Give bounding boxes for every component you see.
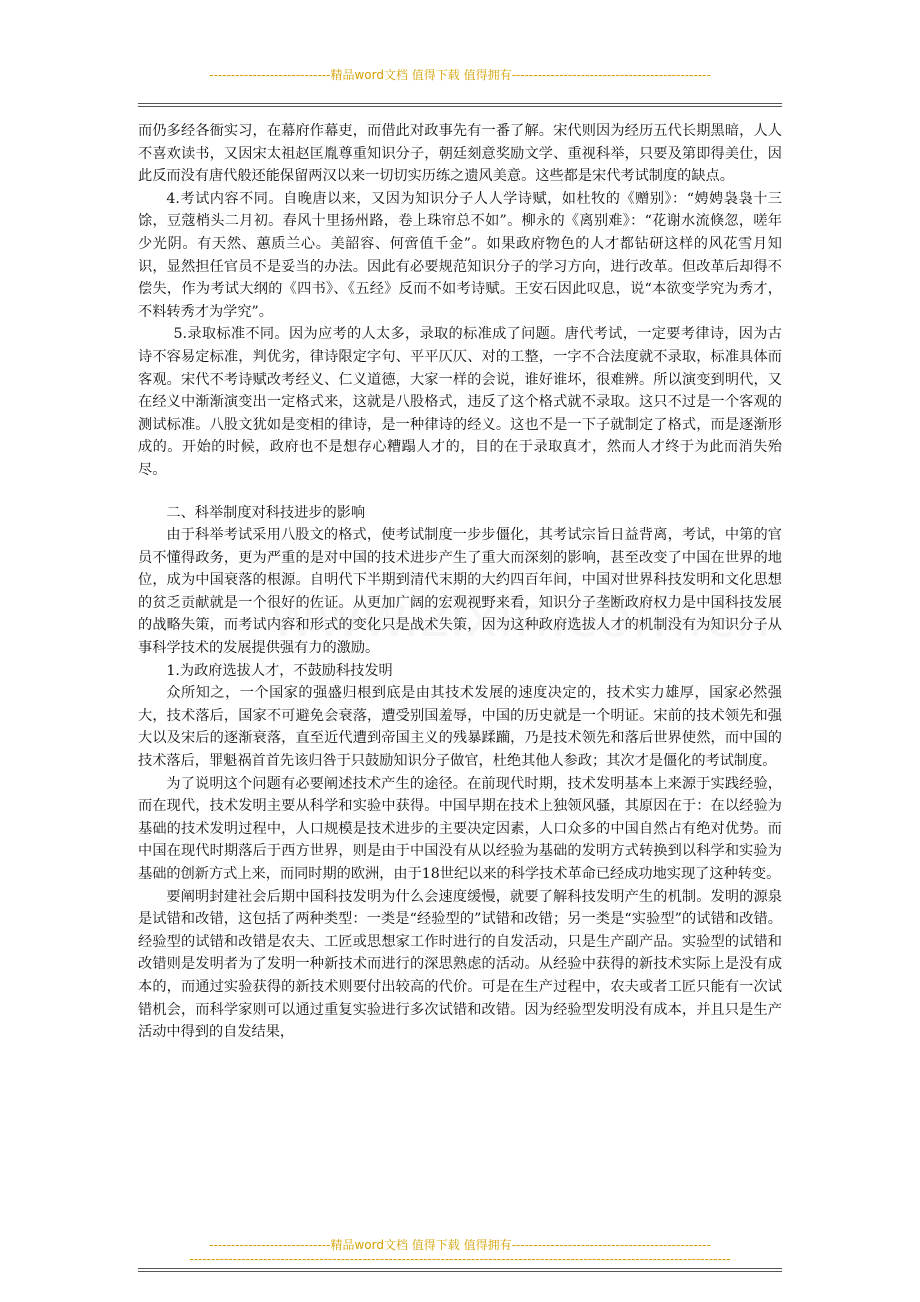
header-rule [138,103,782,104]
paragraph: 众所知之，一个国家的强盛归根到底是由其技术发展的速度决定的，技术实力雄厚，国家必然强大，技术落后，国家不可避免会衰落，遭受别国羞辱，中国的历史就是一个明证。宋前的技术领先和强大以及宋后的逐渐衰落，直至近代遭到帝国主义的残暴蹂躏，乃是技术领先和落后世界使然，而中国的技术落后，罪魁祸首首先该归咎于只鼓励知识分子做官，杜绝其他人参政；其次才是僵化的考试制度。 [138,685,782,770]
footer-banner: ----------------------------精品word文档 值得下载 值得拥有---------------------------------------------- [209,1238,711,1252]
footer-dashes: ----------------------------------------------------------------------------------------------------------------------------- [189,1252,731,1266]
paragraph: 5.录取标准不同。因为应考的人太多，录取的标准成了问题。唐代考试，一定要考律诗，因为古诗不容易定标准，判优劣，律诗限定字句、平平仄仄、对的工整，一字不合法度就不录取，标准具体而客观。宋代不考诗赋改考经义、仁义道德，大家一样的会说，谁好谁坏，很难辨。所以演变到明代，又在经义中渐渐演变出一定格式来，这就是八股格式，违反了这个格式就不录取。这只不过是一个客观的测试标准。八股文犹如是变相的律诗，是一种律诗的经义。这也不是一下子就制定了格式，而是逐渐形成的。开始的时候，政府也不是想存心糟蹋人才的，目的在于录取真才，然而人才终于为此而消失殆尽。 [138,326,782,478]
section-heading: 二、科举制度对科技进步的影响 [166,504,366,521]
paragraph: 由于科举考试采用八股文的格式，使考试制度一步步僵化，其考试宗旨日益背离，考试，中第的官员不懂得政务，更为严重的是对中国的技术进步产生了重大而深刻的影响，甚至改变了中国在世界的地位，成为中国衰落的根源。自明代下半期到清代末期的大约四百年间，中国对世界科技发明和文化思想的贫乏贡献就是一个很好的佐证。从更加广阔的宏观视野来看，知识分子垄断政府权力是中国科技发展的战略失策，而考试内容和形式的变化只是战术失策，因为这种政府选拔人才的机制没有为知识分子从事科学技术的发展提供强有力的激励。 [138,527,782,657]
footer-rule [138,1268,782,1269]
footer-rule [138,1271,782,1272]
paragraph: 要阐明封建社会后期中国科技发明为什么会速度缓慢，就要了解科技发明产生的机制。发明的源泉是试错和改错，这包括了两种类型：一类是“经验型的”试错和改错；另一类是“实验型”的试错和改错。经验型的试错和改错是农夫、工匠或思想家工作时进行的自发活动，只是生产副产品。实验型的试错和改错则是发明者为了发明一种新技术而进行的深思熟虑的活动。从经验中获得的新技术实际上是没有成本的，而通过实验获得的新技术则要付出较高的代价。可是在生产过程中，农夫或者工匠只能有一次试错机会，而科学家则可以通过重复实验进行多次试错和改错。因为经验型发明没有成本，并且只是生产活动中得到的自发结果， [138,888,782,1041]
paragraph: 为了说明这个问题有必要阐述技术产生的途径。在前现代时期，技术发明基本上来源于实践经验，而在现代，技术发明主要从科学和实验中获得。中国早期在技术上独领风骚，其原因在于：在以经验为基础的技术发明过程中，人口规模是技术进步的主要决定因素，人口众多的中国自然占有绝对优势。而中国在现代时期落后于西方世界，则是由于中国没有从以经验为基础的发明方式转换到以科学和实验为基础的创新方式上来，而同时期的欧洲，由于18世纪以来的科学技术革命已经成功地实现了这种转变。 [138,775,782,882]
header-rule [138,106,782,107]
paragraph: 而仍多经各衙实习，在幕府作幕吏，而借此对政事先有一番了解。宋代则因为经历五代长期黑暗，人人不喜欢读书，又因宋太祖赵匡胤尊重知识分子，朝廷刻意奖励文学、重视科举，只要及第即得美仕，因此反而没有唐代般还能保留两汉以来一切切实历练之遗风美意。这些都是宋代考试制度的缺点。 [138,123,782,185]
subsection-heading: 1.为政府选拔人才，不鼓励科技发明 [166,662,393,679]
paragraph: 4.考试内容不同。自晚唐以来，又因为知识分子人人学诗赋，如杜牧的《赠别》：“娉娉袅袅十三馀，豆蔻梢头二月初。春风十里扬州路，卷上珠帘总不如”。柳永的《离别难》：“花谢水流倏忽，嗟年少光阴。有天然、蕙质兰心。美韶容、何啻值千金”。如果政府物色的人才都钻研这样的风花雪月知识，显然担任官员不是妥当的办法。因此有必要规范知识分子的学习方向，进行改革。但改革后却得不偿失，作为考试大纲的《四书》、《五经》反而不如考诗赋。王安石因此叹息，说“本欲变学究为秀才，不料转秀才为学究”。 [138,190,782,320]
document-body [138,120,782,1044]
paragraph-gap [138,482,782,502]
header-banner: ----------------------------精品word文档 值得下载 值得拥有---------------------------------------------- [209,68,711,82]
